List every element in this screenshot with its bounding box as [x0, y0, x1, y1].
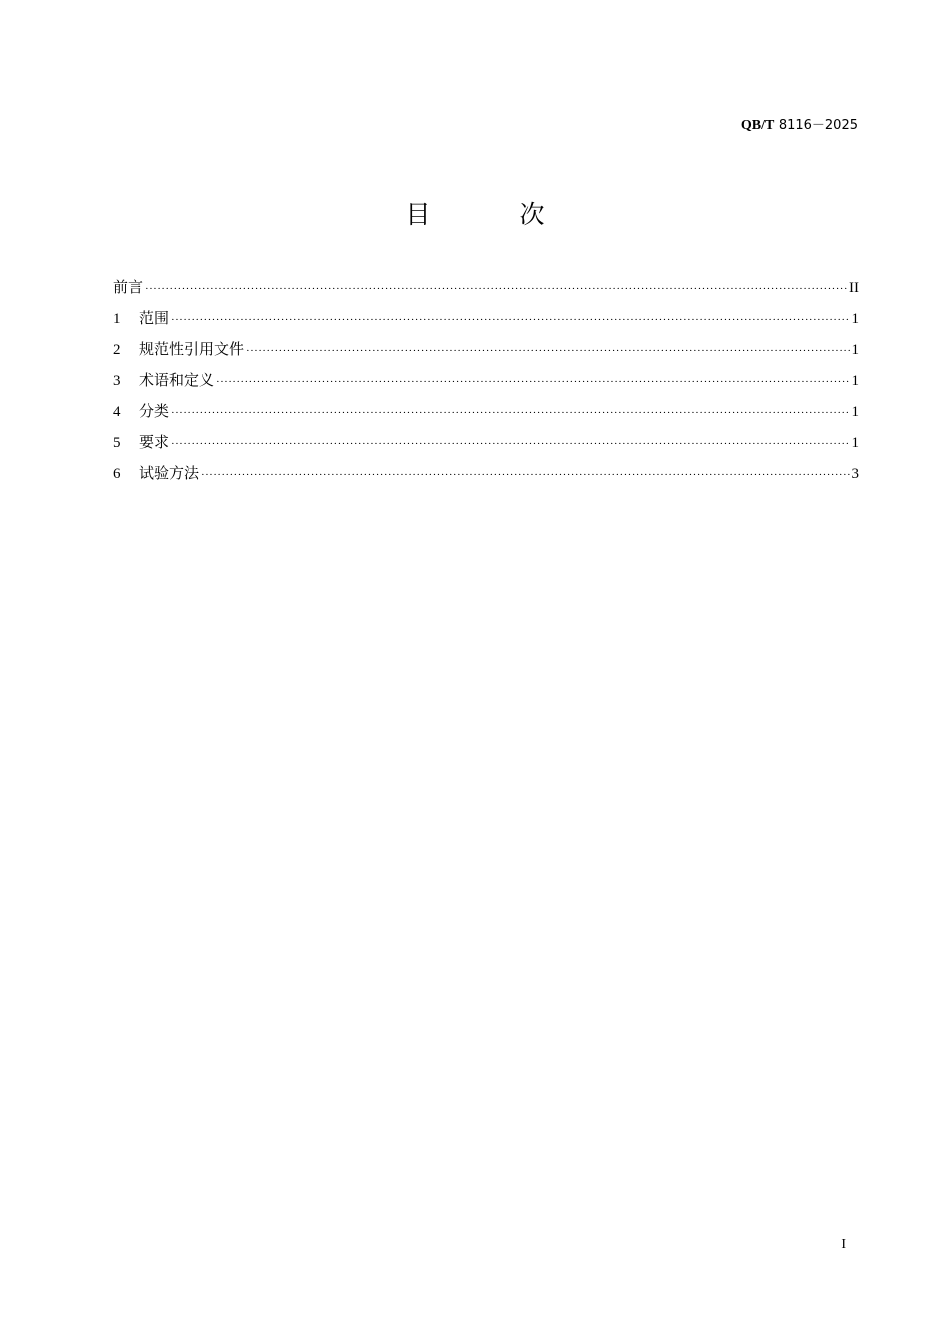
toc-entry-normative-references[interactable]: [113, 339, 859, 370]
toc-entry-label: 规范性引用文件: [139, 340, 245, 358]
toc-entry-number: 1: [113, 311, 121, 327]
toc-entry-scope[interactable]: [113, 308, 859, 339]
toc-dot-leader: [171, 310, 849, 331]
toc-entry-label: 试验方法: [139, 464, 200, 482]
toc-entry-number: 3: [113, 373, 121, 389]
toc-dot-leader: [216, 372, 849, 393]
toc-entry-foreword[interactable]: [113, 277, 859, 308]
toc-entry-label: 要求: [139, 433, 170, 451]
toc-dot-leader: [246, 341, 849, 362]
toc-entry-terms-definitions[interactable]: [113, 370, 859, 401]
toc-entry-requirements[interactable]: [113, 432, 859, 463]
toc-entry-number: 2: [113, 342, 121, 358]
toc-entry-page: 1: [851, 435, 859, 451]
toc-dot-leader: [201, 465, 849, 486]
toc-entry-page: 1: [851, 373, 859, 389]
toc-entry-number: 6: [113, 466, 121, 482]
standard-code: [741, 116, 858, 135]
toc-entry-page: 3: [851, 466, 859, 482]
standard-code-prefix: QB/T: [740, 118, 775, 133]
standard-code-number: 8116－2025: [778, 118, 858, 133]
toc-entry-classification[interactable]: [113, 401, 859, 432]
page-title: 目 次: [405, 200, 577, 229]
toc-dot-leader: [171, 434, 849, 455]
table-of-contents: [113, 277, 859, 494]
toc-entry-page: 1: [851, 311, 859, 327]
toc-dot-leader: [145, 279, 847, 300]
toc-entry-label: 分类: [139, 402, 170, 420]
toc-entry-page: 1: [851, 404, 859, 420]
toc-entry-test-methods[interactable]: [113, 463, 859, 494]
toc-entry-number: 4: [113, 404, 121, 420]
toc-entry-number: 5: [113, 435, 121, 451]
page-number: I: [841, 1237, 846, 1252]
toc-entry-label: 术语和定义: [139, 371, 215, 389]
toc-entry-page: II: [849, 280, 859, 296]
toc-entry-page: 1: [851, 342, 859, 358]
toc-entry-label: 前言: [113, 278, 144, 296]
toc-entry-label: 范围: [139, 309, 170, 327]
toc-dot-leader: [171, 403, 849, 424]
